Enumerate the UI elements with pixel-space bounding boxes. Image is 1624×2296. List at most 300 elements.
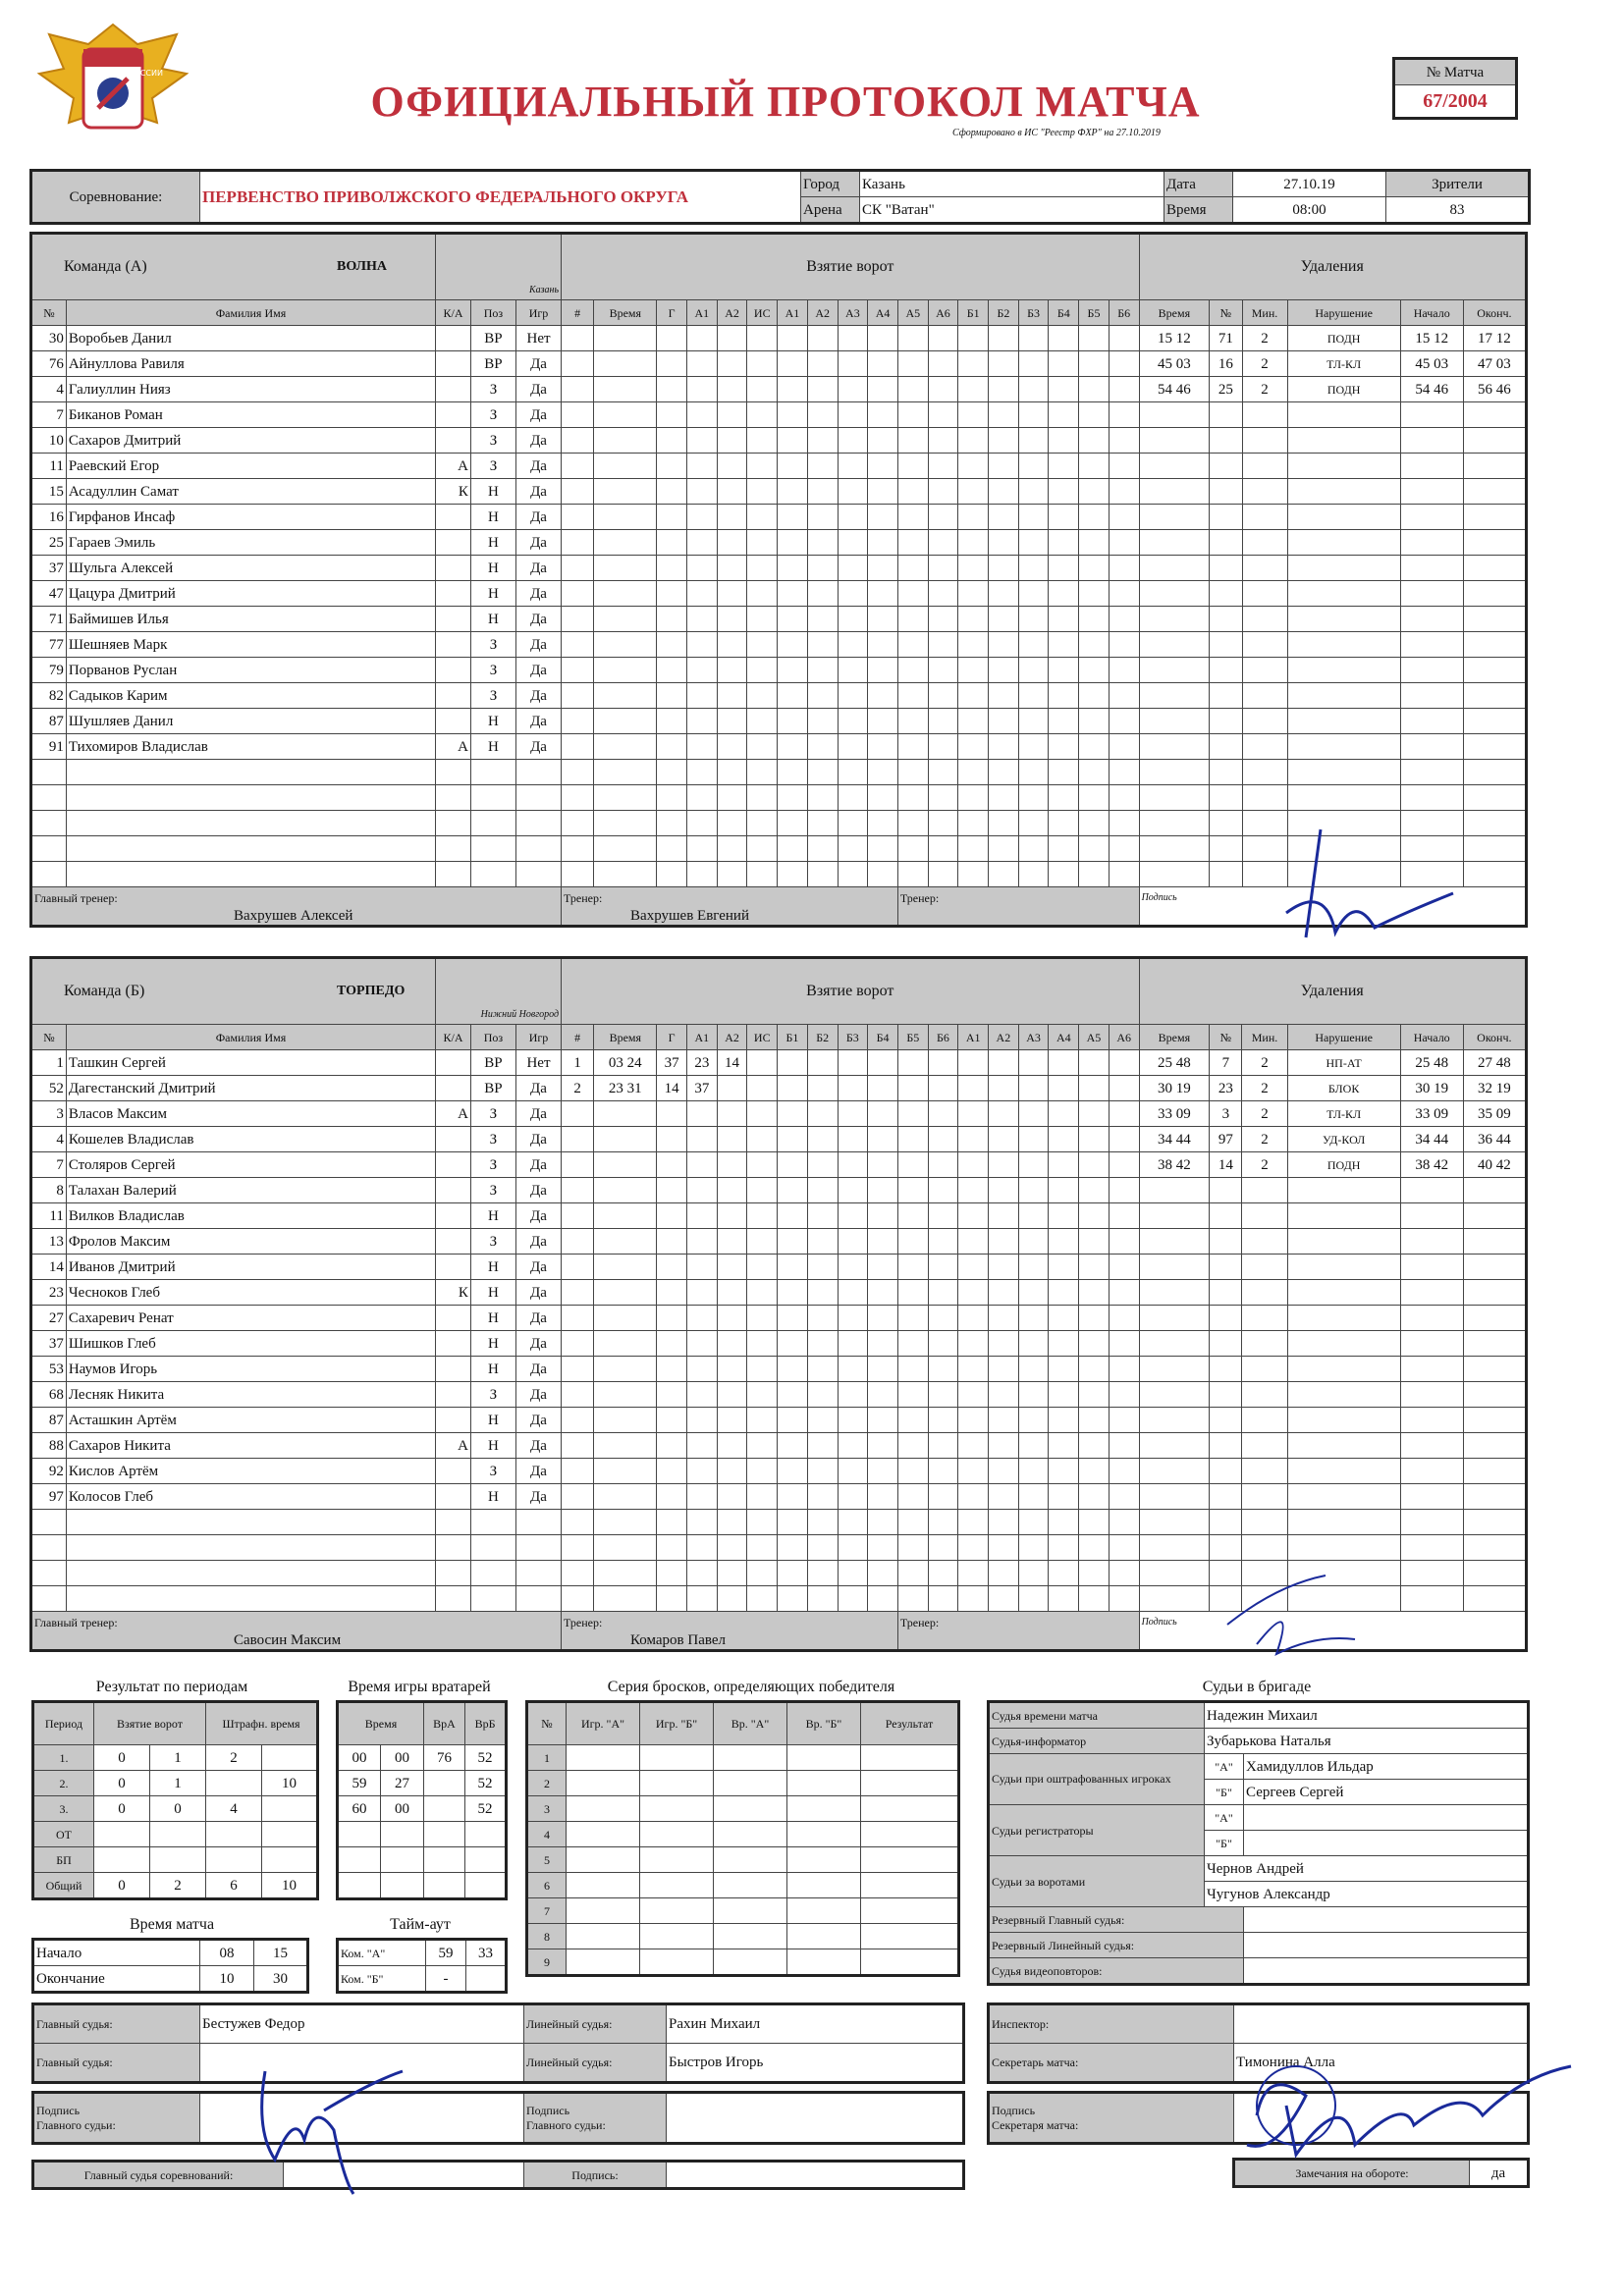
sig-main-1 xyxy=(200,2093,524,2144)
remarks-value: да xyxy=(1470,2160,1529,2187)
pen-minutes xyxy=(1242,1433,1287,1459)
player-play: Да xyxy=(515,351,561,377)
goal-cell xyxy=(807,326,838,351)
goal-cell xyxy=(928,760,958,785)
pen-player xyxy=(1210,1535,1242,1561)
player-num: 11 xyxy=(31,454,67,479)
goal-a1 xyxy=(686,1331,717,1357)
goal-num xyxy=(562,1306,594,1331)
goal-cell xyxy=(897,862,928,887)
goal-cell xyxy=(897,351,928,377)
informer: Зубарькова Наталья xyxy=(1205,1729,1529,1754)
player-ka xyxy=(436,1178,471,1203)
pen-start xyxy=(1400,1459,1463,1484)
goal-cell xyxy=(1049,734,1079,760)
player-num xyxy=(31,785,67,811)
goal-cell xyxy=(928,1255,958,1280)
player-name: Сахаревич Ренат xyxy=(66,1306,435,1331)
period-pen-b: 10 xyxy=(262,1771,318,1796)
goal-cell xyxy=(1079,581,1110,607)
player-ka xyxy=(436,530,471,556)
goal-cell xyxy=(1109,1433,1139,1459)
goal-time xyxy=(594,1203,657,1229)
shootout-cell xyxy=(861,1796,959,1822)
period-pen-b xyxy=(262,1745,318,1771)
player-play: Да xyxy=(515,1280,561,1306)
goal-cell xyxy=(747,1152,778,1178)
reserve-line-label: Резервный Линейный судья: xyxy=(989,1933,1244,1958)
goal-cell xyxy=(838,632,868,658)
pen-end: 35 09 xyxy=(1463,1101,1526,1127)
goal-cell xyxy=(807,709,838,734)
reserve-line xyxy=(1244,1933,1529,1958)
timeout-b-sec xyxy=(466,1966,507,1993)
goalie-sec: 00 xyxy=(381,1796,424,1822)
player-play xyxy=(515,1586,561,1612)
goal-num xyxy=(562,1459,594,1484)
goal-cell xyxy=(928,1535,958,1561)
pen-infraction xyxy=(1287,862,1400,887)
goal-scorer xyxy=(657,607,687,632)
goal-cell xyxy=(1079,1459,1110,1484)
period-pen-b xyxy=(262,1847,318,1873)
pen-end xyxy=(1463,862,1526,887)
player-row xyxy=(31,683,1527,709)
goal-time xyxy=(594,1561,657,1586)
col-goal-8: А3 xyxy=(838,300,868,326)
goal-time xyxy=(594,402,657,428)
goal-num xyxy=(562,351,594,377)
shootout-cell xyxy=(640,1847,714,1873)
goal-cell xyxy=(897,1101,928,1127)
player-row xyxy=(31,1050,1527,1076)
player-name: Власов Максим xyxy=(66,1101,435,1127)
col-play: Игр xyxy=(515,1025,561,1050)
goal-a2 xyxy=(717,402,747,428)
goal-judge-1: Чернов Андрей xyxy=(1205,1856,1529,1882)
goal-cell xyxy=(897,1127,928,1152)
period-label: ОТ xyxy=(33,1822,94,1847)
goal-scorer xyxy=(657,505,687,530)
player-play: Да xyxy=(515,1255,561,1280)
pen-start xyxy=(1400,658,1463,683)
goal-time xyxy=(594,1178,657,1203)
goal-cell xyxy=(838,1229,868,1255)
player-name: Порванов Руслан xyxy=(66,658,435,683)
goal-scorer xyxy=(657,1408,687,1433)
goal-cell xyxy=(1079,1561,1110,1586)
goal-num xyxy=(562,1382,594,1408)
goal-cell xyxy=(958,1459,989,1484)
player-play: Да xyxy=(515,632,561,658)
goal-cell xyxy=(1018,1229,1049,1255)
goal-cell xyxy=(897,454,928,479)
pen-end xyxy=(1463,479,1526,505)
goal-cell xyxy=(989,1382,1019,1408)
goal-cell xyxy=(1049,454,1079,479)
player-pos: ВР xyxy=(470,1050,515,1076)
goal-time xyxy=(594,530,657,556)
goal-cell xyxy=(897,734,928,760)
goal-scorer xyxy=(657,632,687,658)
player-play: Да xyxy=(515,1076,561,1101)
period-pen-col: Штрафн. время xyxy=(206,1702,318,1745)
goal-cell xyxy=(1018,683,1049,709)
goal-cell xyxy=(1079,1535,1110,1561)
goal-cell xyxy=(1079,1178,1110,1203)
goal-num: 1 xyxy=(562,1050,594,1076)
goal-cell xyxy=(989,1127,1019,1152)
pen-time xyxy=(1139,1306,1210,1331)
pen-time: 45 03 xyxy=(1139,351,1210,377)
pen-end: 47 03 xyxy=(1463,351,1526,377)
pen-player xyxy=(1210,1306,1242,1331)
goal-cell xyxy=(958,428,989,454)
player-row xyxy=(31,1535,1527,1561)
goal-cell xyxy=(778,1408,808,1433)
goal-cell xyxy=(928,1561,958,1586)
goal-cell xyxy=(928,734,958,760)
period-label: 3. xyxy=(33,1796,94,1822)
pen-minutes: 2 xyxy=(1242,1152,1287,1178)
pen-player xyxy=(1210,1357,1242,1382)
shootout-cell xyxy=(714,1949,787,1976)
goal-cell xyxy=(747,479,778,505)
player-pos: З xyxy=(470,1382,515,1408)
goal-cell xyxy=(1049,1484,1079,1510)
pen-minutes xyxy=(1242,1331,1287,1357)
goalie-row xyxy=(338,1745,507,1771)
pen-minutes xyxy=(1242,734,1287,760)
goalie-a xyxy=(424,1822,465,1847)
goal-a2 xyxy=(717,428,747,454)
match-time-table xyxy=(31,1938,309,1994)
date-label: Дата xyxy=(1164,171,1233,197)
player-num xyxy=(31,1535,67,1561)
player-name: Асташкин Артём xyxy=(66,1408,435,1433)
goal-cell xyxy=(958,1076,989,1101)
player-ka xyxy=(436,505,471,530)
goal-cell xyxy=(989,836,1019,862)
player-row xyxy=(31,326,1527,351)
pen-end xyxy=(1463,1255,1526,1280)
penalty-a-mark: "А" xyxy=(1205,1754,1244,1780)
goal-num xyxy=(562,760,594,785)
shootout-cell xyxy=(861,1847,959,1873)
goal-cell xyxy=(807,734,838,760)
goal-cell xyxy=(868,811,898,836)
pen-infraction xyxy=(1287,581,1400,607)
goal-scorer xyxy=(657,1127,687,1152)
goal-a1 xyxy=(686,1255,717,1280)
pen-player xyxy=(1210,734,1242,760)
goal-cell xyxy=(747,1101,778,1127)
pen-player xyxy=(1210,530,1242,556)
goal-a2 xyxy=(717,760,747,785)
goal-cell xyxy=(747,505,778,530)
competition-judge-sig xyxy=(667,2162,964,2189)
player-play: Да xyxy=(515,402,561,428)
player-ka xyxy=(436,811,471,836)
goal-cell xyxy=(778,760,808,785)
goal-cell xyxy=(747,1382,778,1408)
goal-cell xyxy=(838,1203,868,1229)
col-goal-17: А6 xyxy=(1109,1025,1139,1050)
pen-player xyxy=(1210,1229,1242,1255)
goal-cell xyxy=(1018,1433,1049,1459)
goal-cell xyxy=(989,1586,1019,1612)
goal-time xyxy=(594,658,657,683)
goal-cell xyxy=(838,734,868,760)
penalty-judge-b: Сергеев Сергей xyxy=(1244,1780,1529,1805)
goal-cell xyxy=(928,1357,958,1382)
col-goal-6: Б1 xyxy=(778,1025,808,1050)
pen-time xyxy=(1139,505,1210,530)
goal-cell xyxy=(989,1280,1019,1306)
goal-time xyxy=(594,1306,657,1331)
goal-cell xyxy=(868,836,898,862)
player-play: Да xyxy=(515,1433,561,1459)
player-pos: Н xyxy=(470,1484,515,1510)
goal-a2 xyxy=(717,556,747,581)
period-goals-a xyxy=(94,1822,150,1847)
player-pos: ВР xyxy=(470,351,515,377)
player-play: Да xyxy=(515,479,561,505)
goalie-a-col: ВрА xyxy=(424,1702,465,1745)
col-goal-5: ИС xyxy=(747,300,778,326)
goal-num xyxy=(562,428,594,454)
goal-cell xyxy=(838,530,868,556)
player-row xyxy=(31,1306,1527,1331)
informer-label: Судья-информатор xyxy=(989,1729,1205,1754)
pen-end: 56 46 xyxy=(1463,377,1526,402)
pen-minutes xyxy=(1242,658,1287,683)
goal-cell xyxy=(958,351,989,377)
goal-scorer xyxy=(657,402,687,428)
goal-cell xyxy=(1079,658,1110,683)
line-judge-label-2: Линейный судья: xyxy=(524,2044,667,2083)
pen-minutes xyxy=(1242,530,1287,556)
pen-minutes: 2 xyxy=(1242,326,1287,351)
goal-cell xyxy=(807,505,838,530)
pen-time xyxy=(1139,836,1210,862)
player-play: Да xyxy=(515,581,561,607)
goal-cell xyxy=(1109,1255,1139,1280)
pen-time: 38 42 xyxy=(1139,1152,1210,1178)
goal-num xyxy=(562,1178,594,1203)
goal-cell xyxy=(1079,862,1110,887)
goal-cell xyxy=(868,1076,898,1101)
col-goal-15: А4 xyxy=(1049,1025,1079,1050)
goal-time xyxy=(594,556,657,581)
goal-cell xyxy=(928,377,958,402)
goal-cell xyxy=(868,658,898,683)
sig-main-2 xyxy=(667,2093,964,2144)
spectators-value: 83 xyxy=(1386,197,1530,224)
col-goal-3: А1 xyxy=(687,300,718,326)
goal-cell xyxy=(868,1535,898,1561)
pen-player xyxy=(1210,454,1242,479)
goal-cell xyxy=(1079,1408,1110,1433)
player-ka xyxy=(436,785,471,811)
inspector-label: Инспектор: xyxy=(989,2004,1234,2044)
pen-time xyxy=(1139,454,1210,479)
player-num: 23 xyxy=(31,1280,67,1306)
player-pos: Н xyxy=(470,581,515,607)
goal-cell xyxy=(928,709,958,734)
pen-time xyxy=(1139,402,1210,428)
goal-cell xyxy=(778,454,808,479)
goalie-min: 00 xyxy=(338,1745,381,1771)
player-pos: Н xyxy=(470,1306,515,1331)
goal-cell xyxy=(958,1433,989,1459)
goal-cell xyxy=(778,1433,808,1459)
goal-cell xyxy=(1109,377,1139,402)
goal-cell xyxy=(1079,1280,1110,1306)
team_a-label-cell: Команда (А) ВОЛНА xyxy=(31,234,436,300)
goal-cell xyxy=(1049,479,1079,505)
player-ka xyxy=(436,1357,471,1382)
goal-cell xyxy=(958,326,989,351)
goal-cell xyxy=(778,1459,808,1484)
goal-cell xyxy=(1049,428,1079,454)
goal-cell xyxy=(989,402,1019,428)
player-ka xyxy=(436,1255,471,1280)
goal-cell xyxy=(868,1382,898,1408)
goal-num xyxy=(562,377,594,402)
pen-end xyxy=(1463,1586,1526,1612)
player-row xyxy=(31,760,1527,785)
goal-num xyxy=(562,1535,594,1561)
goal-cell xyxy=(838,428,868,454)
goal-cell xyxy=(1018,556,1049,581)
goal-scorer xyxy=(657,454,687,479)
goal-cell xyxy=(747,1306,778,1331)
goal-cell xyxy=(1018,658,1049,683)
pen-time xyxy=(1139,734,1210,760)
period-row xyxy=(33,1822,318,1847)
player-ka xyxy=(436,351,471,377)
player-num: 13 xyxy=(31,1229,67,1255)
goal-cell xyxy=(1109,402,1139,428)
goalie-row xyxy=(338,1796,507,1822)
pen-end xyxy=(1463,1306,1526,1331)
goal-num xyxy=(562,683,594,709)
shootout-cell xyxy=(714,1924,787,1949)
pen-start xyxy=(1400,1306,1463,1331)
pen-infraction xyxy=(1287,785,1400,811)
col-goal-13: А2 xyxy=(989,1025,1019,1050)
col-goal-9: Б4 xyxy=(868,1025,898,1050)
pen-minutes xyxy=(1242,1535,1287,1561)
shootout-col-1: Игр. "А" xyxy=(567,1702,640,1745)
goal-num xyxy=(562,530,594,556)
goal-cell xyxy=(989,709,1019,734)
penalty-judge-a: Хамидуллов Ильдар xyxy=(1244,1754,1529,1780)
player-ka: А xyxy=(436,1101,471,1127)
goal-cell xyxy=(1109,1586,1139,1612)
head-coach-cell: Главный тренер: Вахрушев Алексей xyxy=(31,887,562,927)
pen-end xyxy=(1463,709,1526,734)
player-num: 30 xyxy=(31,326,67,351)
arena-label: Арена xyxy=(801,197,860,224)
goal-a2 xyxy=(717,1331,747,1357)
goal-time xyxy=(594,734,657,760)
shootout-col-3: Вр. "А" xyxy=(714,1702,787,1745)
goal-num xyxy=(562,1152,594,1178)
pen-player xyxy=(1210,785,1242,811)
goal-a1 xyxy=(686,1152,717,1178)
goal-cell xyxy=(1018,1459,1049,1484)
sig-main-label-2: Подпись Главного судьи: xyxy=(524,2093,667,2144)
goal-num xyxy=(562,607,594,632)
period-goals-b: 2 xyxy=(150,1873,206,1899)
pen-minutes xyxy=(1242,1561,1287,1586)
goal-cell xyxy=(897,1229,928,1255)
player-name: Раевский Егор xyxy=(66,454,435,479)
goal-cell xyxy=(838,454,868,479)
competition-name: ПЕРВЕНСТВО ПРИВОЛЖСКОГО ФЕДЕРАЛЬНОГО ОКРУГА xyxy=(200,171,801,224)
goal-cell xyxy=(747,683,778,709)
goal-a1 xyxy=(687,607,718,632)
goal-time xyxy=(594,1408,657,1433)
goal-cell xyxy=(1018,1255,1049,1280)
goal-a1 xyxy=(686,1459,717,1484)
goal-cell xyxy=(1079,1203,1110,1229)
goal-cell xyxy=(1079,402,1110,428)
goal-cell xyxy=(778,351,808,377)
goal-a1 xyxy=(686,1535,717,1561)
goal-cell xyxy=(778,1152,808,1178)
goal-cell xyxy=(747,454,778,479)
goal-cell xyxy=(928,1484,958,1510)
goal-cell xyxy=(1018,530,1049,556)
shootout-cell xyxy=(714,1771,787,1796)
player-num: 76 xyxy=(31,351,67,377)
player-name: Шешняев Марк xyxy=(66,632,435,658)
player-name: Талахан Валерий xyxy=(66,1178,435,1203)
pen-player xyxy=(1210,1459,1242,1484)
shootout-row xyxy=(527,1796,959,1822)
goal-cell xyxy=(838,505,868,530)
goal-cell xyxy=(1079,479,1110,505)
player-play: Да xyxy=(515,734,561,760)
pen-end xyxy=(1463,556,1526,581)
pen-end xyxy=(1463,530,1526,556)
goal-time xyxy=(594,326,657,351)
player-num: 47 xyxy=(31,581,67,607)
shootout-num: 1 xyxy=(527,1745,567,1771)
pen-time: 34 44 xyxy=(1139,1127,1210,1152)
goal-cell xyxy=(989,1229,1019,1255)
pen-minutes xyxy=(1242,709,1287,734)
goal-cell xyxy=(928,581,958,607)
goal-a1 xyxy=(686,1586,717,1612)
player-ka xyxy=(436,581,471,607)
goal-cell xyxy=(747,428,778,454)
goal-cell xyxy=(958,1331,989,1357)
goal-a2 xyxy=(717,530,747,556)
goal-cell xyxy=(928,1050,958,1076)
goal-cell xyxy=(838,1152,868,1178)
timeout-b-min: - xyxy=(426,1966,466,1993)
shootout-num: 5 xyxy=(527,1847,567,1873)
player-name: Воробьев Данил xyxy=(66,326,435,351)
pen-player xyxy=(1210,581,1242,607)
goal-cell xyxy=(1109,1050,1139,1076)
col-pen-5: Оконч. xyxy=(1463,300,1526,326)
pen-start xyxy=(1400,454,1463,479)
